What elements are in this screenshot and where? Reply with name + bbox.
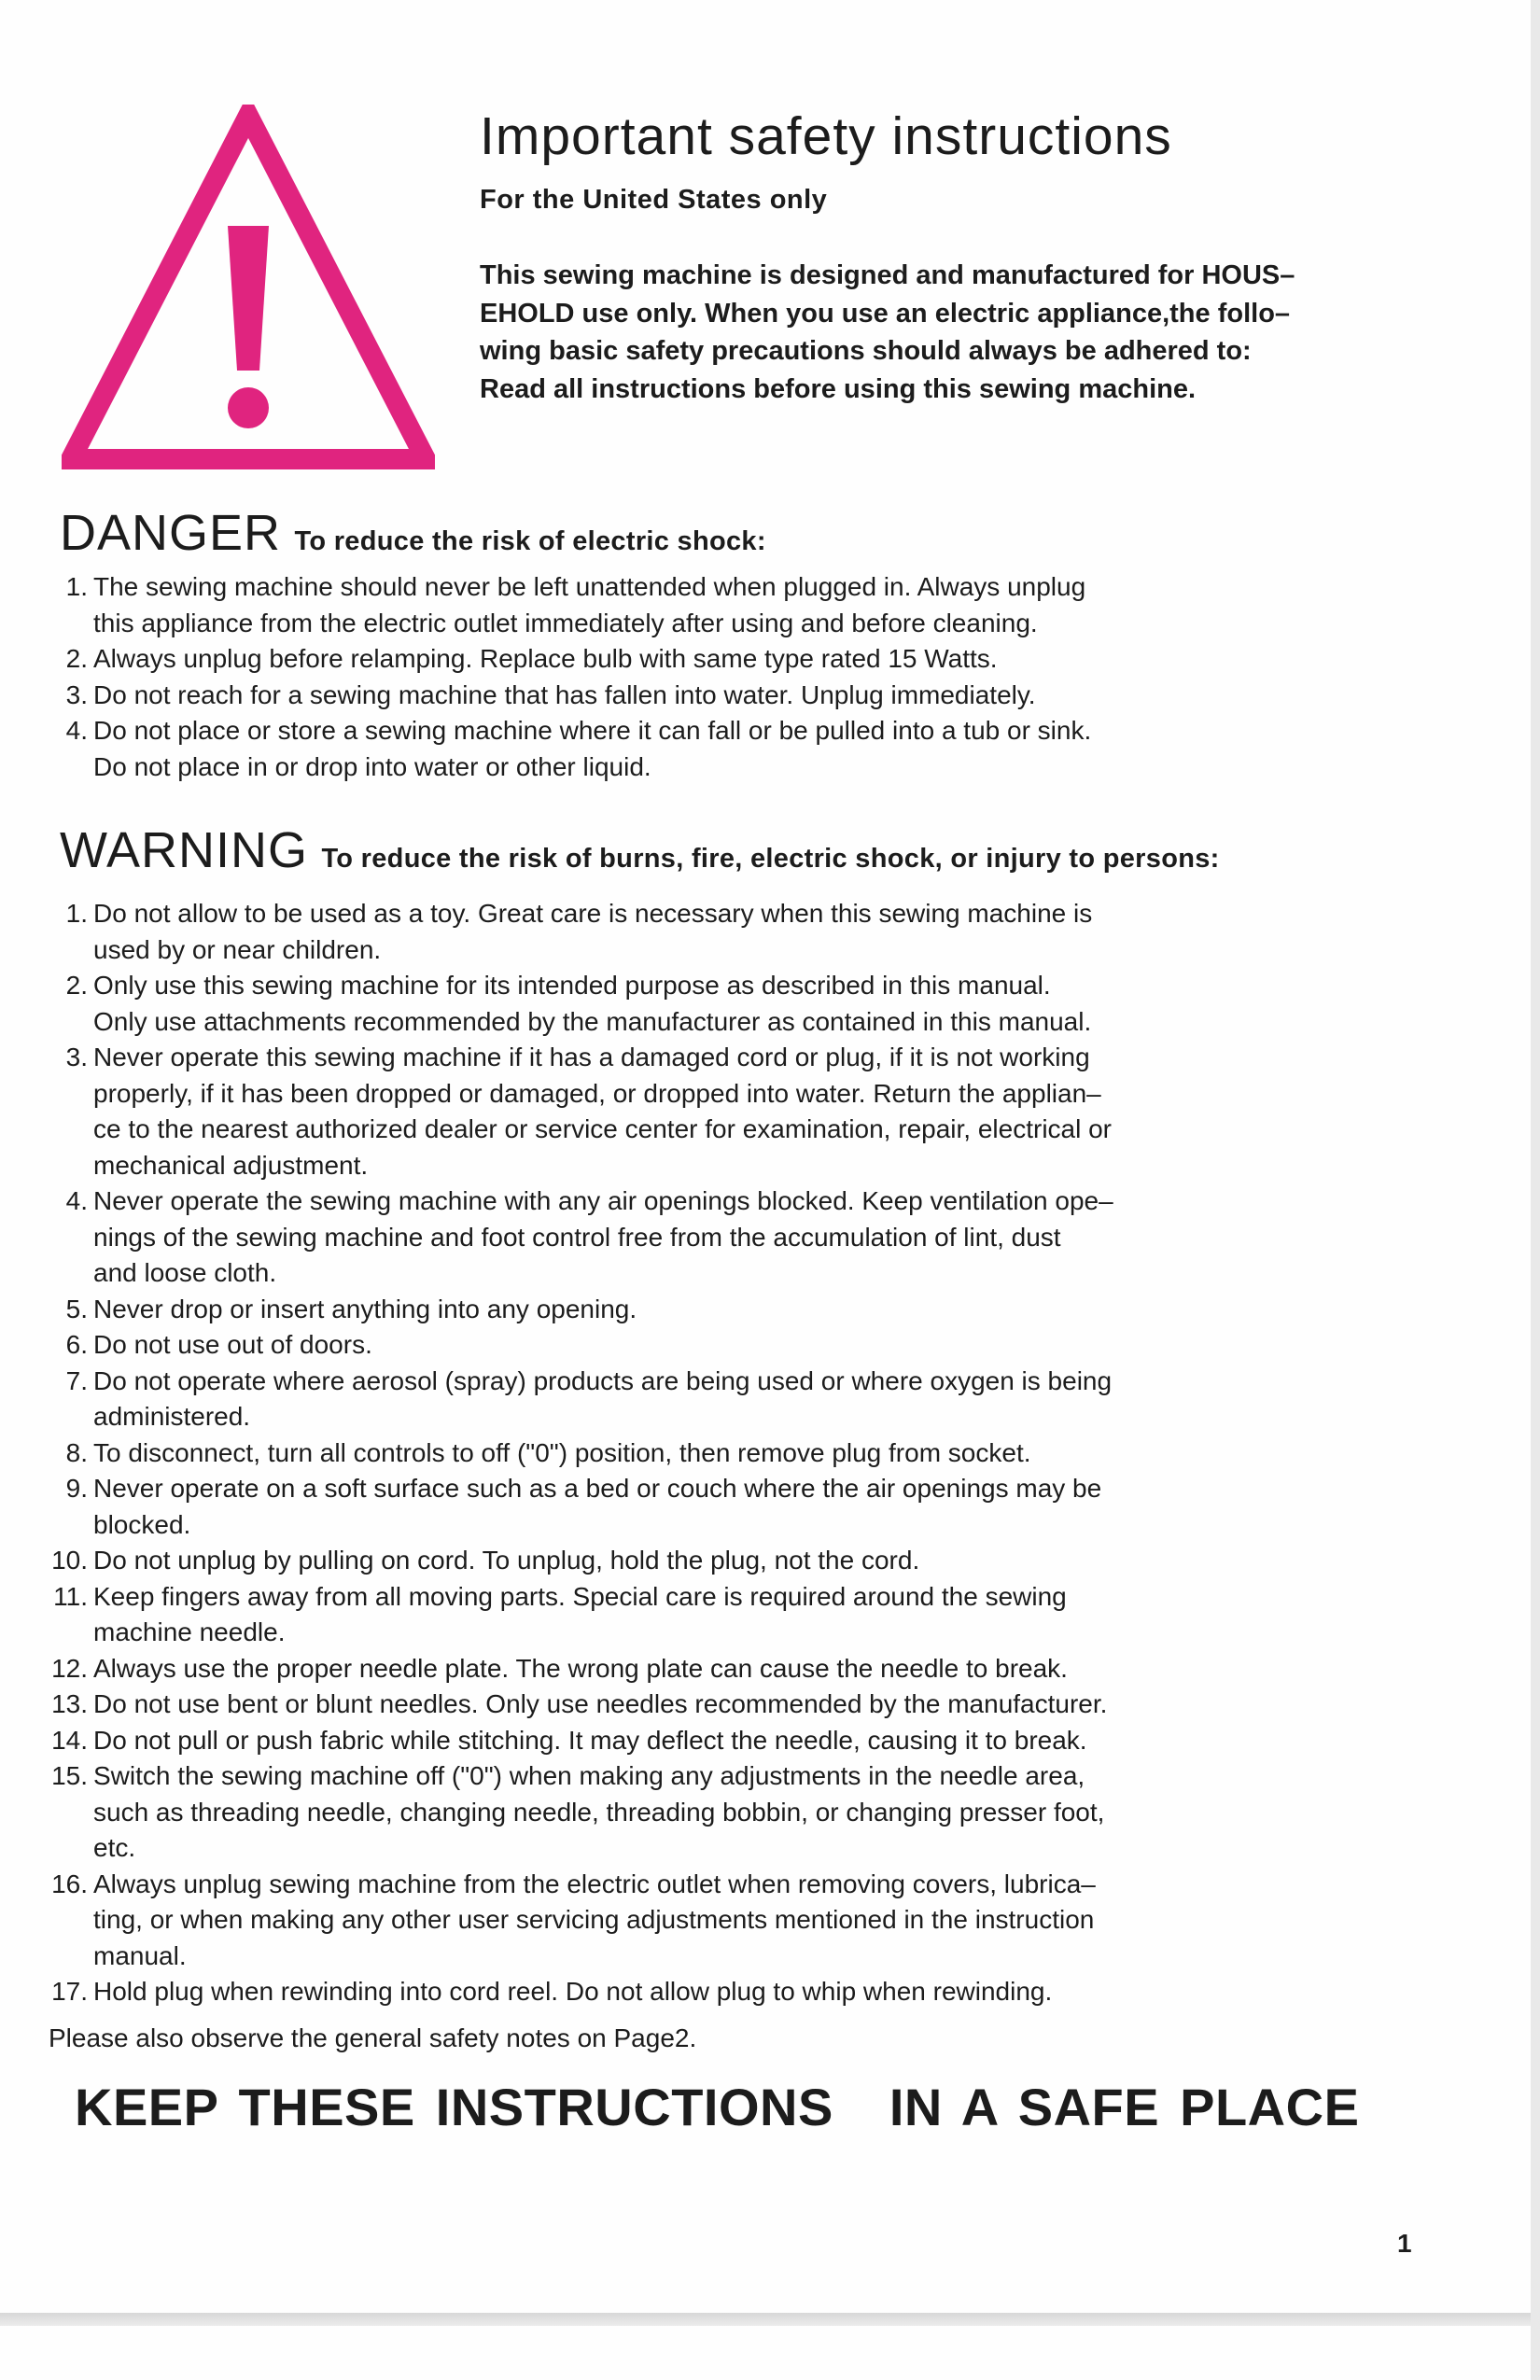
item-text bbox=[93, 1040, 1475, 1183]
item-text bbox=[93, 1758, 1475, 1867]
item-text bbox=[93, 569, 1456, 641]
item-text bbox=[93, 1327, 1475, 1364]
item-line: The sewing machine should never be left unattended when plugged in. Always unplug bbox=[93, 572, 1086, 601]
item-number: 5. bbox=[65, 1294, 88, 1323]
warning-item bbox=[37, 1579, 1475, 1651]
warning-item bbox=[37, 1867, 1475, 1975]
item-text bbox=[93, 1687, 1475, 1723]
item-text bbox=[93, 1435, 1475, 1472]
item-line: ting, or when making any other user servicing adjustments mentioned in the instruction bbox=[93, 1905, 1095, 1934]
item-line: Never operate the sewing machine with any air openings blocked. Keep ventilation ope– bbox=[93, 1186, 1113, 1215]
item-line: Do not pull or push fabric while stitching. It may deflect the needle, causing it to break. bbox=[93, 1725, 1087, 1755]
item-line: Never operate this sewing machine if it has a damaged cord or plug, if it is not working bbox=[93, 1043, 1090, 1071]
item-number: 4. bbox=[65, 1186, 88, 1215]
danger-item bbox=[37, 569, 1456, 641]
warning-list bbox=[37, 896, 1475, 2010]
warning-item bbox=[37, 1687, 1475, 1723]
item-text bbox=[93, 1364, 1475, 1435]
item-number: 13. bbox=[51, 1689, 88, 1718]
item-number: 1. bbox=[65, 899, 88, 928]
item-line: nings of the sewing machine and foot control free from the accumulation of lint, dust bbox=[93, 1222, 1061, 1252]
keep-part-2: IN A SAFE PLACE bbox=[889, 2078, 1360, 2136]
danger-description: To reduce the risk of electric shock: bbox=[294, 526, 766, 556]
item-number: 3. bbox=[65, 679, 88, 709]
warning-item bbox=[37, 1040, 1475, 1183]
intro-line: Read all instructions before using this sewing machine. bbox=[480, 373, 1197, 404]
header bbox=[480, 105, 1488, 408]
item-line: Always use the proper needle plate. The wrong plate can cause the needle to break. bbox=[93, 1653, 1068, 1683]
item-line: administered. bbox=[93, 1402, 251, 1431]
item-number: 14. bbox=[51, 1725, 88, 1755]
item-text bbox=[93, 713, 1456, 785]
intro-paragraph bbox=[480, 257, 1455, 408]
warning-description: To reduce the risk of burns, fire, electric shock, or injury to persons: bbox=[321, 844, 1220, 874]
item-line: blocked. bbox=[93, 1509, 191, 1539]
item-line: To disconnect, turn all controls to off ("0") position, then remove plug from socket. bbox=[93, 1437, 1031, 1467]
warning-item bbox=[37, 1471, 1475, 1543]
warning-triangle-icon bbox=[62, 105, 435, 473]
item-line: Do not use bent or blunt needles. Only use needles recommended by the manufacturer. bbox=[93, 1689, 1108, 1718]
warning-item bbox=[37, 1974, 1475, 2010]
item-text bbox=[93, 1471, 1475, 1543]
item-line: Do not reach for a sewing machine that has fallen into water. Unplug immediately. bbox=[93, 679, 1036, 709]
item-number: 10. bbox=[51, 1546, 88, 1575]
warning-item bbox=[37, 968, 1475, 1040]
item-line: ce to the nearest authorized dealer or service center for examination, repair, electrical or bbox=[93, 1114, 1113, 1143]
page-subtitle: For the United States only bbox=[480, 185, 828, 215]
item-text bbox=[93, 678, 1456, 714]
item-line: Switch the sewing machine off ("0") when making any adjustments in the needle area, bbox=[93, 1761, 1085, 1790]
item-line: this appliance from the electric outlet immediately after using and before cleaning. bbox=[93, 608, 1038, 637]
warning-label: WARNING bbox=[60, 822, 308, 878]
item-line: Keep fingers away from all moving parts. Special care is required around the sewing bbox=[93, 1581, 1067, 1611]
item-number: 2. bbox=[65, 971, 88, 1000]
danger-item bbox=[37, 641, 1456, 678]
item-number: 4. bbox=[65, 716, 88, 745]
item-number: 6. bbox=[65, 1330, 88, 1359]
item-number: 16. bbox=[51, 1869, 88, 1898]
item-line: Do not operate where aerosol (spray) products are being used or where oxygen is being bbox=[93, 1365, 1113, 1395]
warning-item bbox=[37, 1651, 1475, 1687]
item-line: Do not place or store a sewing machine where it can fall or be pulled into a tub or sink. bbox=[93, 716, 1092, 745]
item-line: Hold plug when rewinding into cord reel. Do not allow plug to whip when rewinding. bbox=[93, 1977, 1053, 2006]
intro-line: wing basic safety precautions should always be adhered to: bbox=[480, 336, 1252, 366]
scan-edge-right bbox=[1531, 0, 1540, 2380]
warning-item bbox=[37, 1364, 1475, 1435]
item-number: 9. bbox=[65, 1474, 88, 1503]
item-number: 3. bbox=[65, 1043, 88, 1071]
item-line: Do not place in or drop into water or other liquid. bbox=[93, 751, 651, 781]
item-text bbox=[93, 1579, 1475, 1651]
item-number: 11. bbox=[53, 1581, 88, 1611]
intro-line: EHOLD use only. When you use an electric appliance,the follo– bbox=[480, 298, 1291, 329]
item-number: 17. bbox=[51, 1977, 88, 2006]
item-number: 8. bbox=[65, 1437, 88, 1467]
warning-item bbox=[37, 1758, 1475, 1867]
item-text bbox=[93, 1723, 1475, 1759]
item-text bbox=[93, 1651, 1475, 1687]
item-number: 15. bbox=[51, 1761, 88, 1790]
item-line: Do not use out of doors. bbox=[93, 1330, 372, 1359]
item-line: Always unplug sewing machine from the electric outlet when removing covers, lubrica– bbox=[93, 1869, 1096, 1898]
warning-item bbox=[37, 1435, 1475, 1472]
item-line: etc. bbox=[93, 1833, 136, 1862]
item-line: such as threading needle, changing needle, threading bobbin, or changing presser foot, bbox=[93, 1797, 1105, 1827]
warning-item bbox=[37, 1327, 1475, 1364]
item-line: mechanical adjustment. bbox=[93, 1150, 369, 1180]
warning-item bbox=[37, 1292, 1475, 1328]
item-text bbox=[93, 641, 1456, 678]
item-text bbox=[93, 1974, 1475, 2010]
item-number: 7. bbox=[65, 1365, 88, 1395]
danger-heading bbox=[60, 504, 766, 562]
item-line: properly, if it has been dropped or damaged, or dropped into water. Return the applian– bbox=[93, 1078, 1101, 1108]
item-text bbox=[93, 1183, 1475, 1292]
danger-list bbox=[37, 569, 1456, 785]
item-line: used by or near children. bbox=[93, 934, 382, 964]
item-text bbox=[93, 896, 1475, 968]
item-number: 1. bbox=[65, 572, 88, 601]
item-line: machine needle. bbox=[93, 1617, 286, 1646]
danger-label: DANGER bbox=[60, 505, 282, 561]
item-line: manual. bbox=[93, 1940, 187, 1970]
item-number: 12. bbox=[51, 1653, 88, 1683]
intro-line: This sewing machine is designed and manufactured for HOUS– bbox=[480, 260, 1295, 290]
item-line: Never drop or insert anything into any opening. bbox=[93, 1294, 637, 1323]
item-line: Only use this sewing machine for its intended purpose as described in this manual. bbox=[93, 971, 1051, 1000]
keep-part-1: KEEP THESE INSTRUCTIONS bbox=[75, 2078, 833, 2136]
warning-item bbox=[37, 1723, 1475, 1759]
item-text bbox=[93, 1543, 1475, 1579]
item-text bbox=[93, 1867, 1475, 1975]
item-text bbox=[93, 968, 1475, 1040]
keep-instructions-banner bbox=[75, 2077, 1359, 2137]
warning-heading bbox=[60, 821, 1220, 879]
scan-edge-bottom bbox=[0, 2313, 1540, 2326]
warning-item bbox=[37, 1543, 1475, 1579]
danger-item bbox=[37, 713, 1456, 785]
warning-item bbox=[37, 896, 1475, 968]
item-line: Do not allow to be used as a toy. Great care is necessary when this sewing machine is bbox=[93, 899, 1093, 928]
item-number: 2. bbox=[65, 644, 88, 673]
item-line: Never operate on a soft surface such as a bed or couch where the air openings may be bbox=[93, 1474, 1102, 1503]
item-line: and loose cloth. bbox=[93, 1258, 277, 1287]
item-line: Do not unplug by pulling on cord. To unplug, hold the plug, not the cord. bbox=[93, 1546, 920, 1575]
item-line: Only use attachments recommended by the manufacturer as contained in this manual. bbox=[93, 1006, 1092, 1036]
page-number: 1 bbox=[1397, 2229, 1412, 2258]
danger-item bbox=[37, 678, 1456, 714]
general-safety-note: Please also observe the general safety notes on Page2. bbox=[49, 2023, 697, 2052]
item-text bbox=[93, 1292, 1475, 1328]
item-line: Always unplug before relamping. Replace bulb with same type rated 15 Watts. bbox=[93, 644, 998, 673]
warning-item bbox=[37, 1183, 1475, 1292]
page-title: Important safety instructions bbox=[480, 106, 1172, 166]
